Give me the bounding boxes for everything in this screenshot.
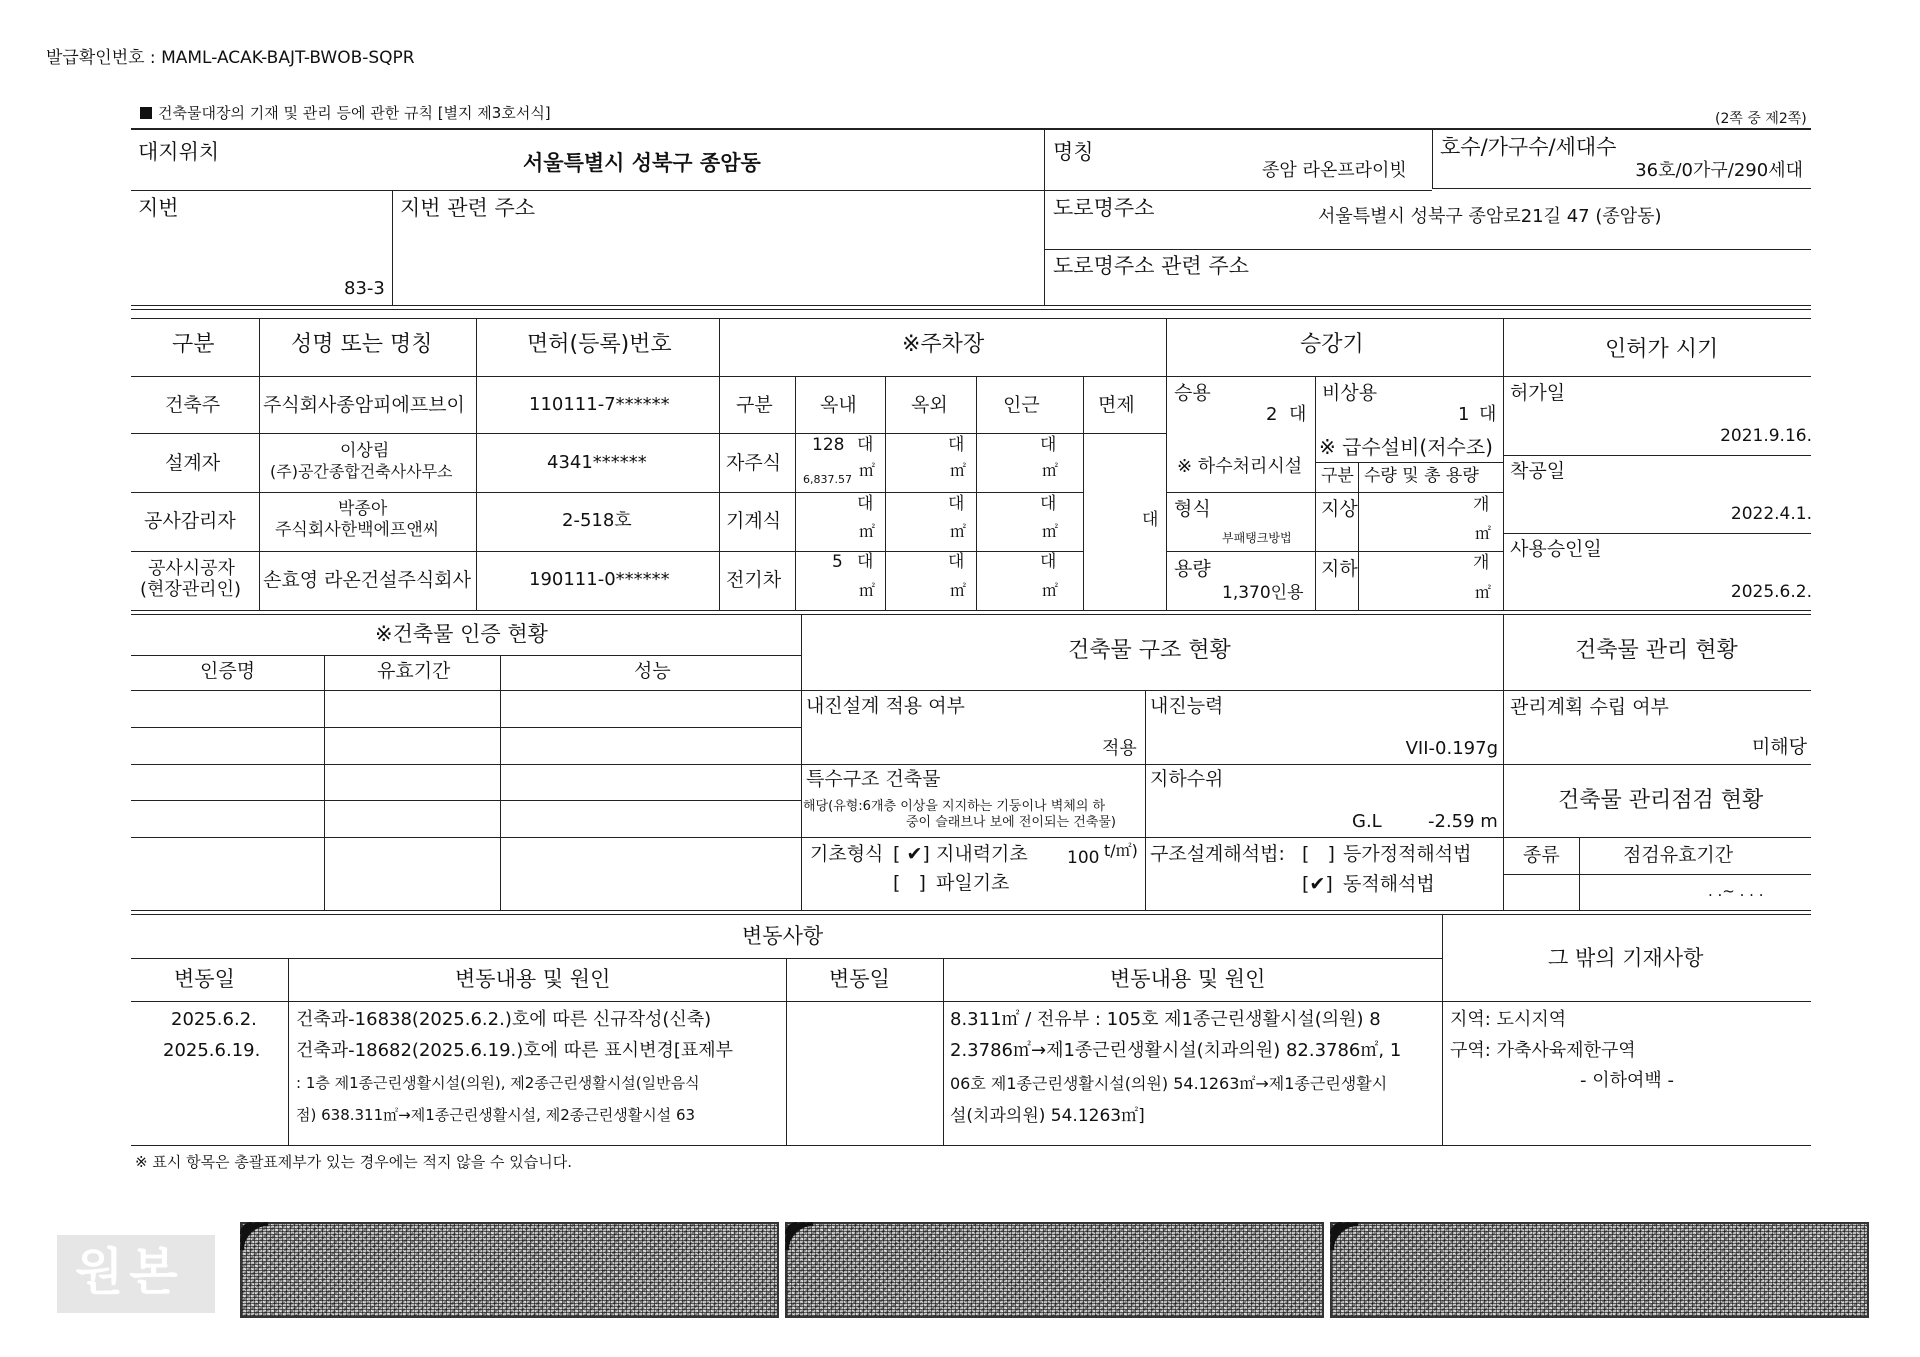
contractor-license: 190111-0****** bbox=[529, 569, 670, 590]
water-unit-m2: ㎡ bbox=[1475, 524, 1492, 543]
regulation-note bbox=[140, 106, 551, 121]
water-below-label: 지하 bbox=[1321, 558, 1358, 580]
unit-m2: ㎡ bbox=[950, 522, 967, 541]
analysis-checkbox-static[interactable]: [ ] bbox=[1302, 843, 1335, 865]
change-line-5: 8.311㎡ / 전유부 : 105호 제1종근린생활시설(의원) 8 bbox=[950, 1009, 1381, 1030]
change-line-7: 06호 제1종근린생활시설(의원) 54.1263㎡→제1종근린생활시 bbox=[950, 1074, 1388, 1093]
mgmt-inspection-title: 건축물 관리점검 현황 bbox=[1558, 788, 1764, 813]
unit-m2: ㎡ bbox=[950, 581, 967, 600]
stamp-text: 원본 bbox=[75, 1243, 184, 1301]
unit-dae: 대 bbox=[1040, 435, 1057, 455]
change-line-2: 건축과-18682(2025.6.19.)호에 따른 표시변경[표제부 bbox=[296, 1040, 734, 1061]
seismic-capacity: VII-0.197g bbox=[1405, 738, 1498, 759]
analysis-dynamic-label: 동적해석법 bbox=[1343, 873, 1435, 895]
parking-col-exempt: 면제 bbox=[1098, 394, 1135, 416]
changes-title: 변동사항 bbox=[742, 924, 824, 948]
water-unit-ea: 개 bbox=[1473, 495, 1490, 515]
parking-col-nearby: 인근 bbox=[1003, 394, 1040, 416]
foundation-label: 기초형식 bbox=[810, 843, 884, 865]
management-title: 건축물 관리 현황 bbox=[1575, 638, 1738, 663]
parking-exempt-unit: 대 bbox=[1142, 510, 1159, 530]
issue-number: 발급확인번호 : MAML-ACAK-BAJT-BWOB-SQPR bbox=[46, 48, 415, 68]
water-unit-ea: 개 bbox=[1473, 553, 1490, 573]
cert-col-period: 유효기간 bbox=[377, 660, 451, 682]
unit-dae: 대 bbox=[948, 435, 965, 455]
unit-dae: 대 bbox=[1040, 494, 1057, 514]
building-name-label: 명칭 bbox=[1053, 140, 1094, 164]
other-notes-title: 그 밖의 기재사항 bbox=[1548, 946, 1704, 970]
cert-col-name: 인증명 bbox=[200, 660, 256, 682]
inspection-valid-value: . .~ . . . bbox=[1708, 882, 1764, 900]
parking-mech-label: 기계식 bbox=[726, 510, 782, 532]
check-icon: ✔ bbox=[1309, 873, 1326, 895]
barcode-strip-1 bbox=[240, 1222, 779, 1318]
inspection-kind-header: 종류 bbox=[1523, 844, 1560, 866]
use-approval-label: 사용승인일 bbox=[1510, 538, 1602, 560]
units-value: 36호/0가구/290세대 bbox=[1635, 160, 1803, 181]
change-line-6: 2.3786㎡→제1종근린생활시설(치과의원) 82.3786㎡, 1 bbox=[950, 1040, 1402, 1061]
road-address-related-label: 도로명주소 관련 주소 bbox=[1053, 254, 1249, 278]
water-above-label: 지상 bbox=[1321, 498, 1358, 520]
water-col-gubun: 구분 bbox=[1321, 466, 1354, 486]
start-date: 2022.4.1. bbox=[1730, 504, 1812, 524]
cert-title: ※건축물 인증 현황 bbox=[375, 622, 548, 646]
designer-role: 설계자 bbox=[165, 452, 221, 474]
contractor-name: 손효영 라온건설주식회사 bbox=[263, 569, 471, 591]
unit-m2: ㎡ bbox=[950, 461, 967, 480]
cert-col-performance: 성능 bbox=[634, 660, 671, 682]
sewage-capacity-label: 용량 bbox=[1174, 558, 1211, 580]
site-location-label: 대지위치 bbox=[138, 140, 220, 164]
changes-content-header: 변동내용 및 원인 bbox=[455, 967, 611, 991]
change-line-1: 건축과-16838(2025.6.2.)호에 따른 신규작성(신축) bbox=[296, 1009, 712, 1030]
unit-dae: 대 bbox=[948, 494, 965, 514]
supervisor-name: 박종아 bbox=[338, 499, 388, 519]
foundation-bearing-unit: t/㎡) bbox=[1104, 841, 1138, 860]
water-unit-m2: ㎡ bbox=[1475, 583, 1492, 602]
parking-title: ※주차장 bbox=[902, 332, 985, 357]
water-supply-label: ※ 급수설비(저수조) bbox=[1319, 435, 1493, 459]
permits-title: 인허가 시기 bbox=[1605, 337, 1719, 362]
use-approval-date: 2025.6.2. bbox=[1730, 582, 1812, 602]
seismic-design-label: 내진설계 적용 여부 bbox=[806, 695, 965, 717]
analysis-checkbox-dynamic[interactable]: [✔] bbox=[1302, 873, 1333, 895]
other-note-2: 구역: 가축사육제한구역 bbox=[1450, 1040, 1636, 1061]
elevator-emergency-label: 비상용 bbox=[1322, 382, 1378, 404]
foundation-bearing-label: 지내력기초 bbox=[936, 843, 1028, 865]
barcode-strip-3 bbox=[1330, 1222, 1869, 1318]
owner-license: 110111-7****** bbox=[529, 394, 670, 415]
change-line-8: 설(치과의원) 54.1263㎡] bbox=[950, 1106, 1145, 1126]
designer-firm: (주)공간종합건축사사무소 bbox=[270, 462, 453, 481]
elevator-title: 승강기 bbox=[1300, 332, 1364, 357]
parking-ev-label: 전기차 bbox=[726, 569, 782, 591]
contractor-role: 공사시공자 bbox=[148, 558, 235, 579]
parties-license-header: 면허(등록)번호 bbox=[527, 332, 672, 357]
inspection-valid-header: 점검유효기간 bbox=[1623, 844, 1734, 866]
sewage-label: ※ 하수처리시설 bbox=[1177, 456, 1303, 477]
elevator-emergency: 1 bbox=[1458, 404, 1470, 425]
mgmt-plan: 미해당 bbox=[1751, 736, 1807, 758]
permit-date-label: 허가일 bbox=[1510, 382, 1566, 404]
unit-m2: ㎡ bbox=[1042, 461, 1059, 480]
analysis-static-label: 등가정적해석법 bbox=[1343, 843, 1472, 865]
parking-col-outdoor: 옥외 bbox=[911, 394, 948, 416]
building-name: 종암 라온프라이빗 bbox=[1262, 160, 1407, 181]
scan-mark-icon bbox=[785, 1222, 815, 1252]
elevator-unit: 대 bbox=[1479, 404, 1497, 425]
changes-content-header-2: 변동내용 및 원인 bbox=[1110, 967, 1266, 991]
designer-name: 이상림 bbox=[340, 441, 390, 461]
supervisor-firm: 주식회사한백에프앤씨 bbox=[275, 520, 440, 540]
owner-role: 건축주 bbox=[165, 394, 221, 416]
groundwater-label: 지하수위 bbox=[1150, 768, 1224, 790]
changes-date-header: 변동일 bbox=[174, 967, 235, 991]
unit-dae: 대 bbox=[1040, 552, 1057, 572]
parking-self-label: 자주식 bbox=[726, 452, 782, 474]
units-label: 호수/가구수/세대수 bbox=[1440, 135, 1617, 159]
parking-col-indoor: 옥내 bbox=[820, 394, 857, 416]
supervisor-license: 2-518호 bbox=[562, 510, 632, 531]
mgmt-plan-label: 관리계획 수립 여부 bbox=[1510, 696, 1669, 718]
foundation-checkbox-bearing[interactable]: [ ✔] bbox=[893, 843, 930, 865]
barcode-strip-2 bbox=[785, 1222, 1324, 1318]
special-structure-label: 특수구조 건축물 bbox=[806, 768, 941, 790]
unit-m2: ㎡ bbox=[859, 461, 876, 480]
sewage-type: 부패탱크방법 bbox=[1222, 531, 1292, 545]
other-note-end: - 이하여백 - bbox=[1580, 1070, 1674, 1091]
sewage-type-label: 형식 bbox=[1174, 498, 1211, 520]
regulation-text: 건축물대장의 기재 및 관리 등에 관한 규칙 [별지 제3호서식] bbox=[158, 104, 551, 122]
scan-mark-icon bbox=[1330, 1222, 1360, 1252]
changes-date-header-2: 변동일 bbox=[829, 967, 890, 991]
contractor-role-sub: (현장관리인) bbox=[140, 579, 241, 600]
parking-self-count: 128 bbox=[812, 435, 845, 455]
special-structure-note2: 중이 슬래브나 보에 전이되는 건축물) bbox=[906, 815, 1116, 830]
elevator-unit: 대 bbox=[1289, 404, 1307, 425]
lot-label: 지번 bbox=[138, 196, 179, 220]
supervisor-role: 공사감리자 bbox=[144, 510, 236, 532]
check-icon: ✔ bbox=[906, 843, 923, 865]
unit-m2: ㎡ bbox=[1042, 522, 1059, 541]
unit-dae: 대 bbox=[857, 435, 874, 455]
foundation-bearing-value: 100 bbox=[1067, 848, 1100, 868]
foundation-pile-label: 파일기초 bbox=[936, 872, 1010, 894]
structure-title: 건축물 구조 현황 bbox=[1068, 638, 1231, 663]
designer-license: 4341****** bbox=[547, 452, 647, 473]
road-address: 서울특별시 성북구 종암로21길 47 (종암동) bbox=[1318, 206, 1662, 227]
unit-m2: ㎡ bbox=[859, 522, 876, 541]
start-date-label: 착공일 bbox=[1510, 460, 1566, 482]
page-indicator: (2쪽 중 제2쪽) bbox=[1715, 111, 1807, 127]
change-date-2: 2025.6.19. bbox=[163, 1040, 261, 1061]
change-date-1: 2025.6.2. bbox=[171, 1009, 257, 1030]
unit-m2: ㎡ bbox=[1042, 581, 1059, 600]
owner-name: 주식회사종암피에프브이 bbox=[263, 394, 465, 416]
groundwater-gl: G.L bbox=[1352, 811, 1382, 832]
parties-name-header: 성명 또는 명칭 bbox=[291, 332, 433, 357]
other-note-1: 지역: 도시지역 bbox=[1450, 1009, 1567, 1030]
unit-dae: 대 bbox=[948, 552, 965, 572]
unit-dae: 대 bbox=[857, 552, 874, 572]
elevator-passenger-label: 승용 bbox=[1174, 382, 1211, 404]
lot-number: 83-3 bbox=[344, 278, 385, 299]
parties-gubun-header: 구분 bbox=[172, 332, 215, 357]
sewage-capacity: 1,370인용 bbox=[1222, 583, 1304, 603]
seismic-design: 적용 bbox=[1102, 738, 1137, 759]
special-structure-note1: 해당(유형:6개층 이상을 지지하는 기둥이나 벽체의 하 bbox=[803, 799, 1106, 814]
parking-col-gubun: 구분 bbox=[736, 394, 773, 416]
change-line-3: : 1층 제1종근린생활시설(의원), 제2종근린생활시설(일반음식 bbox=[296, 1074, 700, 1092]
unit-dae: 대 bbox=[857, 494, 874, 514]
lot-address-label: 지번 관련 주소 bbox=[400, 196, 536, 220]
elevator-passenger: 2 bbox=[1266, 404, 1278, 425]
groundwater-level: -2.59 m bbox=[1428, 811, 1498, 832]
site-location: 서울특별시 성북구 종암동 bbox=[523, 151, 761, 175]
road-address-label: 도로명주소 bbox=[1053, 196, 1155, 220]
water-col-capacity: 수량 및 총 용량 bbox=[1364, 466, 1479, 486]
seismic-capacity-label: 내진능력 bbox=[1150, 695, 1224, 717]
permit-date: 2021.9.16. bbox=[1720, 426, 1812, 446]
footnote: ※ 표시 항목은 총괄표제부가 있는 경우에는 적지 않을 수 있습니다. bbox=[135, 1153, 572, 1171]
foundation-checkbox-pile[interactable]: [ ] bbox=[893, 872, 926, 894]
analysis-label: 구조설계해석법: bbox=[1150, 843, 1285, 865]
parking-self-area: 6,837.57 bbox=[803, 473, 852, 486]
original-stamp bbox=[57, 1235, 215, 1313]
scan-mark-icon bbox=[240, 1222, 270, 1252]
parking-ev-count: 5 bbox=[832, 552, 843, 572]
unit-m2: ㎡ bbox=[859, 581, 876, 600]
change-line-4: 점) 638.311㎡→제1종근린생활시설, 제2종근린생활시설 63 bbox=[296, 1106, 696, 1124]
